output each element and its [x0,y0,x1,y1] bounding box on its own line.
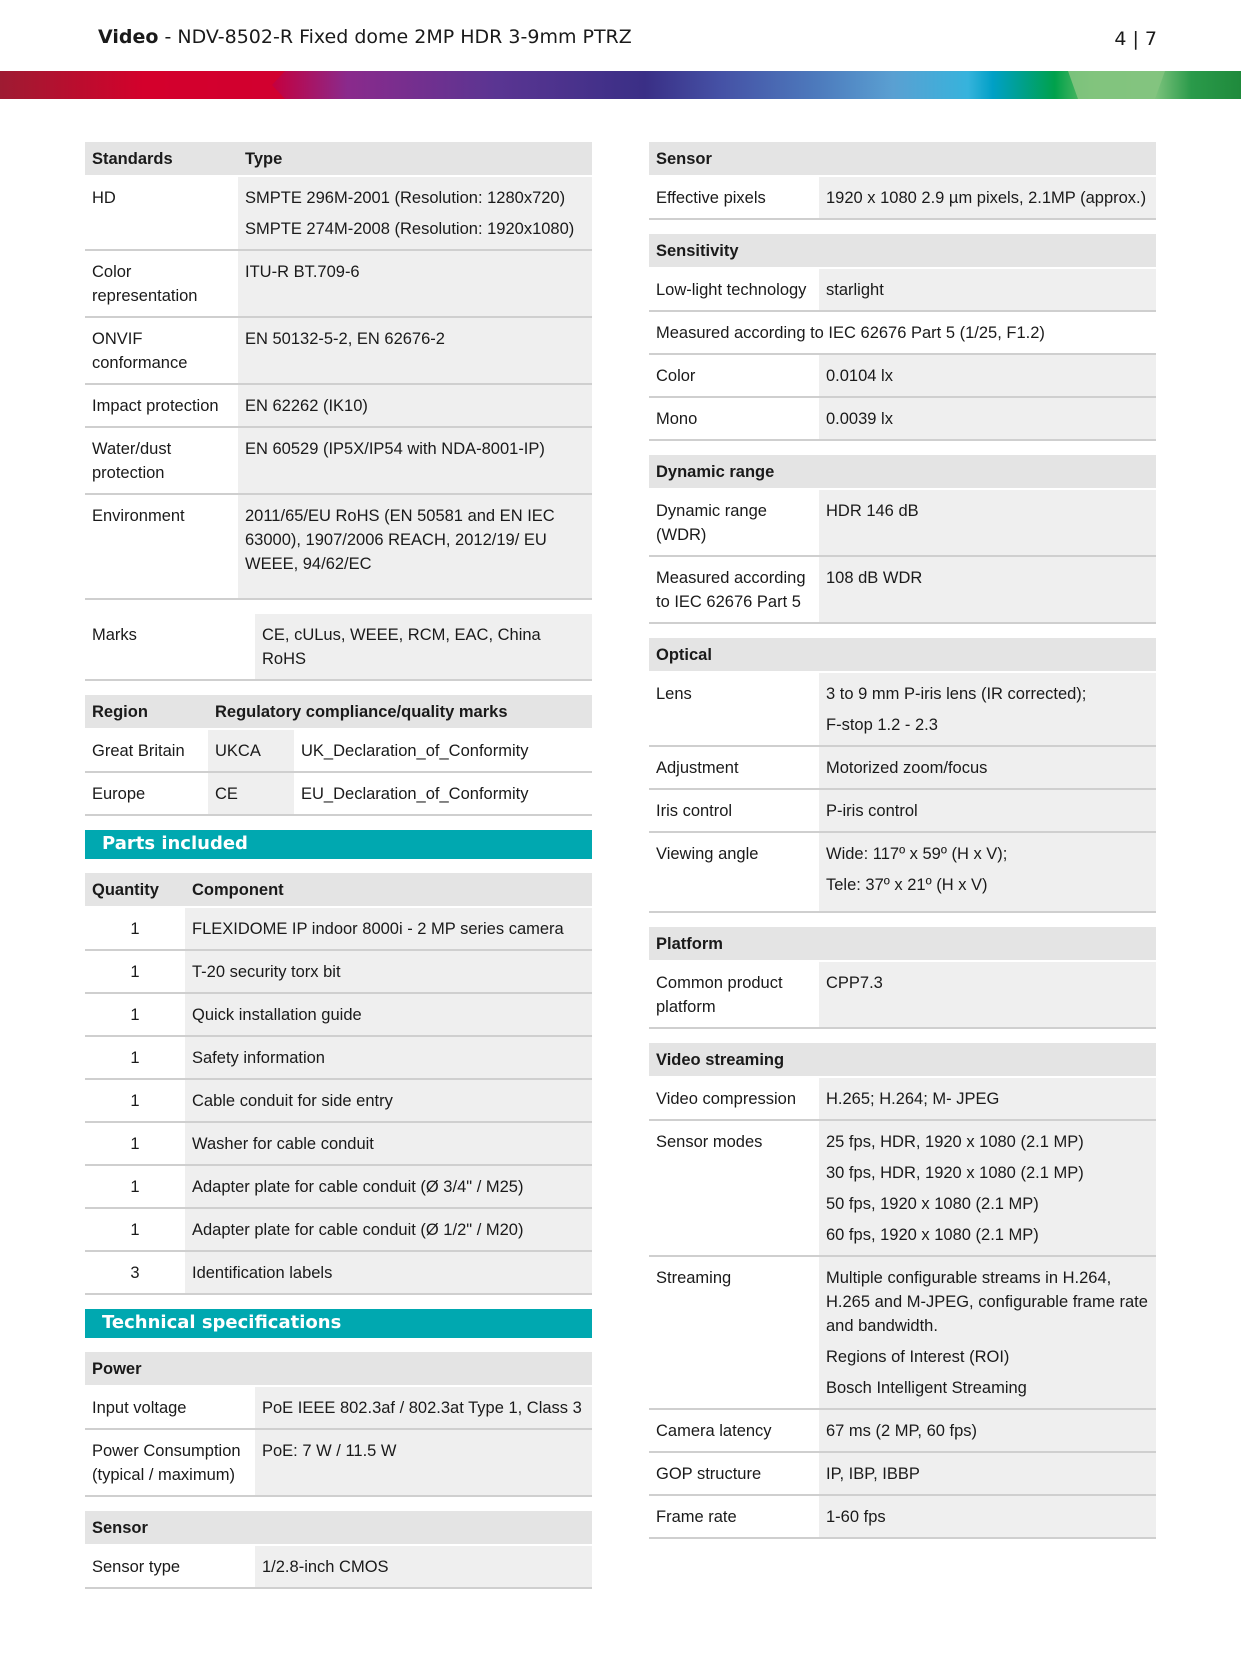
part-quantity: 1 [85,1208,185,1251]
divider [649,1029,1156,1043]
spec-value: 108 dB WDR [819,556,1156,623]
header-title: - NDV-8502-R Fixed dome 2MP HDR 3-9mm PTRZ [158,26,632,48]
part-component: Safety information [185,1036,592,1079]
power-table [85,1352,592,1497]
platform-head: Platform [649,927,1156,961]
divider [85,600,592,614]
spec-value: ITU-R BT.709-6 [238,250,592,317]
part-quantity: 1 [85,1036,185,1079]
spec-label: Camera latency [649,1409,819,1452]
platform-table [649,927,1156,1029]
spec-value: H.265; H.264; M- JPEG [819,1077,1156,1120]
spec-value: 3 to 9 mm P-iris lens (IR corrected); F-stop 1.2 - 2.3 [819,672,1156,746]
part-component: Adapter plate for cable conduit (Ø 1/2" / M20) [185,1208,592,1251]
dynamic-range-table [649,455,1156,624]
spec-label: Low-light technology [649,268,819,311]
sensor-head: Sensor [85,1511,592,1545]
spec-value: SMPTE 296M-2001 (Resolution: 1280x720) SMPTE 274M-2008 (Resolution: 1920x1080) [238,176,592,250]
part-quantity: 3 [85,1251,185,1294]
region-mark: CE [208,772,294,815]
left-column [85,142,592,1589]
divider [85,816,592,830]
spec-label: Lens [649,672,819,746]
spec-value: EN 62262 (IK10) [238,384,592,427]
optical-head: Optical [649,638,1156,672]
part-component: Identification labels [185,1251,592,1294]
spec-label: Impact protection [85,384,238,427]
spec-label: Input voltage [85,1386,255,1429]
spec-label: Color [649,354,819,397]
video-streaming-table [649,1043,1156,1539]
spec-value: CPP7.3 [819,961,1156,1028]
spec-label: HD [85,176,238,250]
power-head: Power [85,1352,592,1386]
spec-value: 0.0039 lx [819,397,1156,440]
spec-value: 1920 x 1080 2.9 µm pixels, 2.1MP (approx.) [819,176,1156,219]
part-component: Cable conduit for side entry [185,1079,592,1122]
spec-label: Sensor modes [649,1120,819,1256]
standards-table [85,142,592,600]
component-head: Component [185,873,592,907]
optical-table [649,638,1156,913]
spec-value: starlight [819,268,1156,311]
spec-value: 25 fps, HDR, 1920 x 1080 (2.1 MP) 30 fps, HDR, 1920 x 1080 (2.1 MP) 50 fps, 1920 x 1080 (2.1 MP) 60 fps, 1920 x 1080 (2.1 MP) [819,1120,1156,1256]
spec-label: Video compression [649,1077,819,1120]
part-quantity: 1 [85,1122,185,1165]
sensitivity-head: Sensitivity [649,234,1156,268]
spec-value: EN 50132-5-2, EN 62676-2 [238,317,592,384]
part-component: Adapter plate for cable conduit (Ø 3/4" / M25) [185,1165,592,1208]
divider [649,913,1156,927]
spec-label: Dynamic range (WDR) [649,489,819,556]
spec-value: 1-60 fps [819,1495,1156,1538]
spec-label: Water/dust protection [85,427,238,494]
header-section: Video [98,26,159,48]
spec-label: Adjustment [649,746,819,789]
spec-value: P-iris control [819,789,1156,832]
standards-head: Standards [85,142,238,176]
divider [649,220,1156,234]
spec-value: IP, IBP, IBBP [819,1452,1156,1495]
part-component: T-20 security torx bit [185,950,592,993]
spec-label: Environment [85,494,238,599]
spec-label: Viewing angle [649,832,819,912]
sensitivity-table [649,234,1156,441]
sensor-type-table [85,1511,592,1589]
measured-note: Measured according to IEC 62676 Part 5 (1/25, F1.2) [649,311,1156,354]
dynamic-range-head: Dynamic range [649,455,1156,489]
spec-value: 67 ms (2 MP, 60 fps) [819,1409,1156,1452]
divider [85,1295,592,1309]
document-header [98,26,632,48]
spec-value: Multiple configurable streams in H.264, H.265 and M-JPEG, configurable frame rate and bandwidth. Regions of Interest (ROI) Bosch Intelligent Streaming [819,1256,1156,1409]
spec-value: Wide: 117º x 59º (H x V); Tele: 37º x 21º (H x V) [819,832,1156,912]
spec-label: ONVIF conformance [85,317,238,384]
spec-value: EN 60529 (IP5X/IP54 with NDA-8001-IP) [238,427,592,494]
spec-label: Power Consumption (typical / maximum) [85,1429,255,1496]
color-band [0,71,1241,99]
spec-label: Sensor type [85,1545,255,1588]
divider [649,624,1156,638]
part-quantity: 1 [85,993,185,1036]
sensor-head: Sensor [649,142,1156,176]
part-quantity: 1 [85,950,185,993]
spec-label: Iris control [649,789,819,832]
spec-label: Measured according to IEC 62676 Part 5 [649,556,819,623]
divider [85,681,592,695]
region-declaration: EU_Declaration_of_Conformity [294,772,592,815]
region-mark: UKCA [208,729,294,772]
region-table [85,695,592,816]
video-streaming-head: Video streaming [649,1043,1156,1077]
marks-label: Marks [85,614,255,680]
region-head: Region [85,695,208,729]
part-component: FLEXIDOME IP indoor 8000i - 2 MP series camera [185,907,592,950]
quantity-head: Quantity [85,873,185,907]
spec-label: Effective pixels [649,176,819,219]
divider [649,441,1156,455]
spec-label: Mono [649,397,819,440]
spec-value: HDR 146 dB [819,489,1156,556]
parts-included-title: Parts included [85,830,592,859]
spec-label: Common product platform [649,961,819,1028]
region-name: Europe [85,772,208,815]
spec-value: 2011/65/EU RoHS (EN 50581 and EN IEC 63000), 1907/2006 REACH, 2012/19/ EU WEEE, 94/62/EC [238,494,592,599]
part-quantity: 1 [85,907,185,950]
compliance-head: Regulatory compliance/quality marks [208,695,592,729]
divider [85,1497,592,1511]
region-name: Great Britain [85,729,208,772]
spec-label: GOP structure [649,1452,819,1495]
spec-value: 0.0104 lx [819,354,1156,397]
spec-label: Frame rate [649,1495,819,1538]
part-component: Quick installation guide [185,993,592,1036]
spec-value: PoE IEEE 802.3af / 802.3at Type 1, Class 3 [255,1386,592,1429]
sensor-table [649,142,1156,220]
right-column [649,142,1156,1539]
spec-label: Color representation [85,250,238,317]
type-head: Type [238,142,592,176]
region-declaration: UK_Declaration_of_Conformity [294,729,592,772]
part-component: Washer for cable conduit [185,1122,592,1165]
marks-table [85,614,592,681]
page-number: 4 | 7 [1114,28,1157,50]
technical-specifications-title: Technical specifications [85,1309,592,1338]
marks-value: CE, cULus, WEEE, RCM, EAC, China RoHS [255,614,592,680]
parts-table [85,873,592,1295]
spec-label: Streaming [649,1256,819,1409]
spec-value: 1/2.8-inch CMOS [255,1545,592,1588]
part-quantity: 1 [85,1079,185,1122]
part-quantity: 1 [85,1165,185,1208]
spec-value: PoE: 7 W / 11.5 W [255,1429,592,1496]
spec-value: Motorized zoom/focus [819,746,1156,789]
